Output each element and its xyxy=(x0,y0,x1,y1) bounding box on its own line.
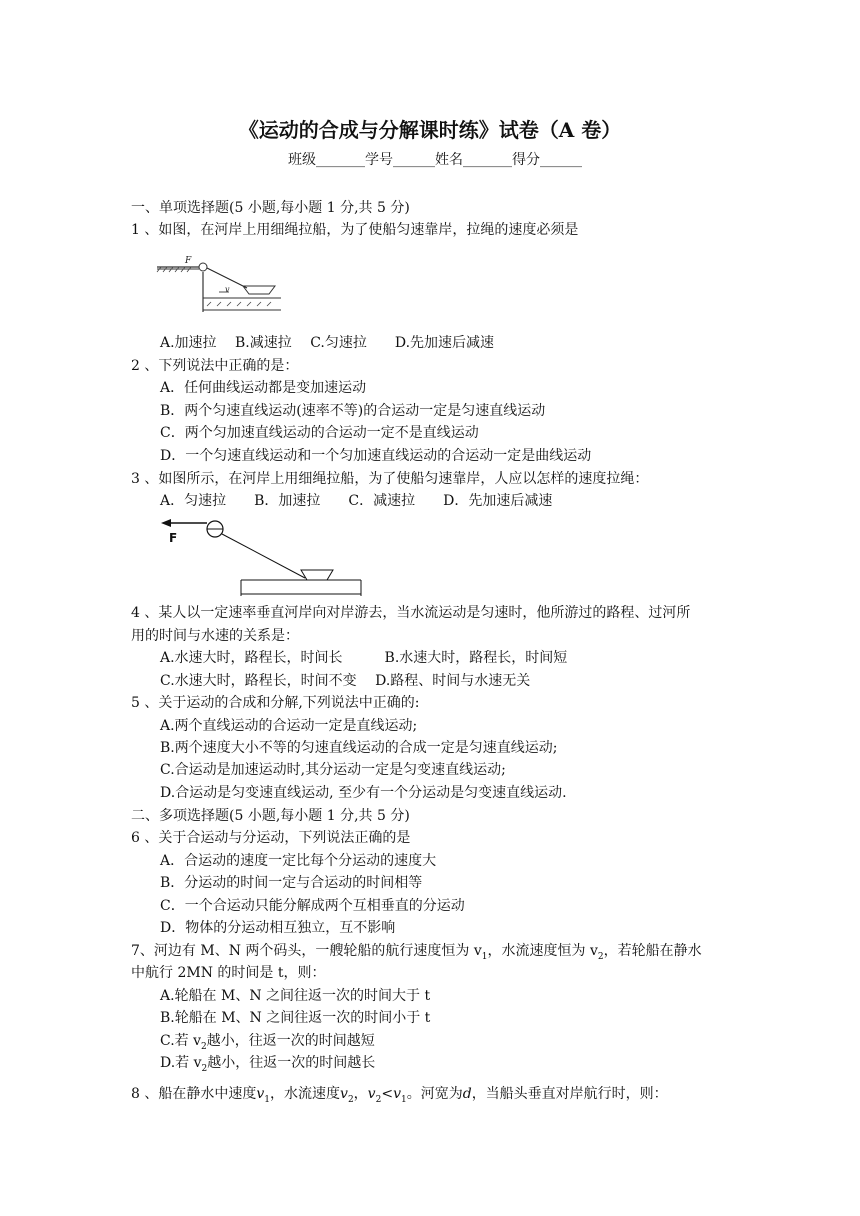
question-4-options-row-2: C.水速大时，路程长，时间不变 D.路程、时间与水速无关 xyxy=(160,673,531,689)
q8-less-than: < xyxy=(381,1086,394,1102)
question-1-stem: 1 、如图，在河岸上用细绳拉船，为了使船匀速靠岸，拉绳的速度必须是 xyxy=(131,222,579,238)
question-5-option-a: A.两个直线运动的合运动一定是直线运动; xyxy=(160,718,418,734)
q7-sub-1: 1 xyxy=(481,951,488,962)
q7-text-c: ，若轮船在静水 xyxy=(603,943,702,959)
q7c-pre: C.若 v xyxy=(160,1033,202,1049)
q7d-sub: 2 xyxy=(201,1063,208,1074)
question-6-option-d: D．物体的分运动相互独立，互不影响 xyxy=(160,920,396,936)
question-3-stem: 3 、如图所示，在河岸上用细绳拉船，为了使船匀速靠岸，人应以怎样的速度拉绳： xyxy=(131,471,649,487)
q7c-post: 越小，往返一次的时间越短 xyxy=(206,1033,375,1049)
question-1-figure xyxy=(155,254,285,316)
q8-sub-1: 1 xyxy=(264,1094,271,1105)
student-info-line: 班级_______学号______姓名_______得分______ xyxy=(288,152,582,168)
question-4-stem-line-1: 4 、某人以一定速率垂直河岸向对岸游去，当水流运动是匀速时，他所游过的路程、过河所 xyxy=(131,605,691,621)
question-5-stem: 5 、关于运动的合成和分解,下列说法中正确的: xyxy=(131,695,420,711)
q8-text-5: ，当船头垂直对岸航行时，则： xyxy=(471,1086,668,1102)
question-2-option-b: B．两个匀速直线运动(速率不等)的合运动一定是匀速直线运动 xyxy=(160,403,546,419)
question-6-option-c: C．一个合运动只能分解成两个互相垂直的分运动 xyxy=(160,898,465,914)
figure-force-label: F xyxy=(185,256,192,266)
q8-text-4: 。河宽为 xyxy=(406,1086,463,1102)
section-heading-multiple-choice: 二、多项选择题(5 小题,每小题 1 分,共 5 分) xyxy=(131,808,410,824)
question-5-option-b: B.两个速度大小不等的匀速直线运动的合成一定是匀速直线运动; xyxy=(160,740,558,756)
question-8-stem xyxy=(131,1084,668,1110)
question-4-stem-line-2: 用的时间与水速的关系是： xyxy=(131,628,299,644)
q8-var-v1b: v xyxy=(393,1086,401,1102)
q7-sub-2: 2 xyxy=(597,951,604,962)
question-2-stem: 2 、下列说法中正确的是： xyxy=(131,358,299,374)
figure-velocity-label: v xyxy=(225,285,230,294)
figure-force-label: F xyxy=(169,531,178,545)
q7-text-a: 7、河边有 M、N 两个码头，一艘轮船的航行速度恒为 v xyxy=(131,943,482,959)
q8-sub-2b: 2 xyxy=(375,1094,382,1105)
question-6-option-b: B．分运动的时间一定与合运动的时间相等 xyxy=(160,875,423,891)
question-6-stem: 6 、关于合运动与分运动，下列说法正确的是 xyxy=(131,830,411,846)
q7d-post: 越小，往返一次的时间越长 xyxy=(207,1055,376,1071)
q8-text-1: 8 、船在静水中速度 xyxy=(131,1086,257,1102)
question-4-options-row-1: A.水速大时，路程长，时间长 B.水速大时，路程长，时间短 xyxy=(160,650,568,666)
q8-var-v2b: v xyxy=(367,1086,376,1102)
q8-sub-2: 2 xyxy=(347,1094,354,1105)
question-2-option-c: C．两个匀加速直线运动的合运动一定不是直线运动 xyxy=(160,425,479,441)
q8-var-d: d xyxy=(462,1086,472,1102)
q8-var-v1: v xyxy=(256,1086,265,1102)
question-7-stem-line-2: 中航行 2MN 的时间是 t，则： xyxy=(131,965,326,981)
page-title: 《运动的合成与分解课时练》试卷（A 卷） xyxy=(238,118,622,142)
question-5-option-d: D.合运动是匀变速直线运动, 至少有一个分运动是匀变速直线运动. xyxy=(160,785,567,801)
question-5-option-c: C.合运动是加速运动时,其分运动一定是匀变速直线运动; xyxy=(160,762,506,778)
question-7-option-a: A.轮船在 M、N 之间往返一次的时间大于 t xyxy=(160,988,431,1004)
q8-text-3: ， xyxy=(353,1086,368,1102)
question-7-option-d xyxy=(160,1053,375,1079)
q7c-sub: 2 xyxy=(201,1041,207,1052)
question-6-option-a: A．合运动的速度一定比每个分运动的速度大 xyxy=(160,853,437,869)
question-3-figure xyxy=(155,512,370,598)
q7d-pre: D.若 v xyxy=(160,1055,202,1071)
q8-var-v2: v xyxy=(340,1086,348,1102)
question-1-options: A.加速拉 B.减速拉 C.匀速拉 D.先加速后减速 xyxy=(160,335,495,351)
question-2-option-a: A．任何曲线运动都是变加速运动 xyxy=(160,380,367,396)
question-3-options: A．匀速拉 B．加速拉 C．减速拉 D．先加速后减速 xyxy=(160,493,553,509)
question-2-option-d: D．一个匀速直线运动和一个匀加速直线运动的合运动一定是曲线运动 xyxy=(160,448,592,464)
section-heading-single-choice: 一、单项选择题(5 小题,每小题 1 分,共 5 分) xyxy=(131,200,410,216)
q8-text-2: ，水流速度 xyxy=(270,1086,341,1102)
q7-text-b: ，水流速度恒为 v xyxy=(487,943,598,959)
question-7-option-b: B.轮船在 M、N 之间往返一次的时间小于 t xyxy=(160,1010,431,1026)
q8-sub-1b: 1 xyxy=(400,1094,407,1105)
